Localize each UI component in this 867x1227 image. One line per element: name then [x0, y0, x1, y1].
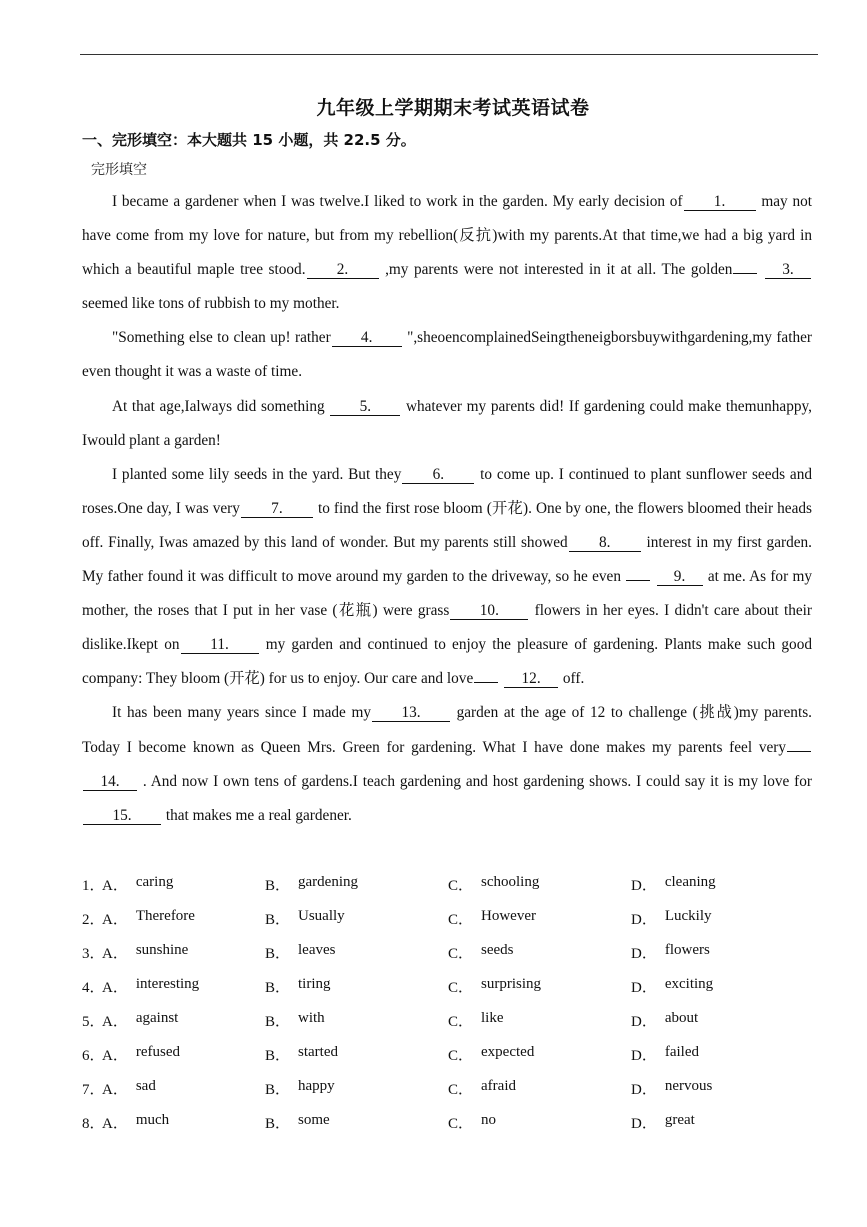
option-letter: A．: [102, 1116, 128, 1133]
option-letter: C．: [448, 877, 474, 894]
question-row: [82, 867, 822, 901]
option-letter: D．: [631, 1082, 657, 1099]
answer-option: [102, 908, 265, 929]
option-text: some: [298, 1112, 330, 1129]
option-text: happy: [298, 1078, 335, 1095]
header-rule: [80, 54, 818, 55]
option-letter: A．: [102, 945, 128, 962]
option-letter: C．: [448, 1082, 474, 1099]
answer-option: [102, 976, 265, 997]
passage-paragraph: [82, 185, 812, 321]
option-text: expected: [481, 1044, 535, 1061]
option-text: much: [135, 1112, 170, 1129]
option-text: gardening: [298, 873, 358, 890]
answer-blank: 7.: [241, 500, 313, 518]
passage-text: ,my parents were not interested in it at all. The golden: [379, 261, 733, 279]
option-letter: D．: [631, 945, 657, 962]
passage-text: . And now I own tens of gardens.I teach gardening and host gardening shows. I could say it is my love for: [138, 772, 812, 790]
option-text: schooling: [481, 873, 540, 890]
answer-option: [102, 942, 265, 963]
option-letter: B．: [265, 1082, 291, 1099]
option-letter: A．: [102, 877, 128, 894]
passage-text: At that age,Ialways did something: [112, 397, 330, 415]
section-heading: 一、完形填空：本大题共 15 小题，共 22.5 分。: [82, 131, 416, 149]
option-letter: D．: [631, 1048, 657, 1065]
option-letter: B．: [265, 1116, 291, 1133]
answer-option: [448, 874, 631, 895]
passage-text: may not have come from my love for nature, but from my rebellion(反抗)with my parents.At that time,we had a big yard in which a beautiful maple tree stood.: [82, 193, 812, 279]
option-letter: B．: [265, 877, 291, 894]
option-text: Therefore: [135, 907, 195, 924]
answer-option: [631, 1112, 781, 1133]
answer-option: [102, 1044, 265, 1065]
passage-text: interest in my first garden. My father found it was difficult to move around my garden to the driveway, so he even: [82, 533, 812, 586]
passage-text: flowers in her eyes. I didn't care about their dislike.Ikept on: [82, 602, 812, 654]
answer-option: [631, 908, 781, 929]
answer-blank: 5.: [330, 398, 400, 416]
answer-option: [631, 874, 781, 895]
option-letter: B．: [265, 1013, 291, 1030]
answer-option: [102, 874, 265, 895]
answer-option: [265, 1044, 448, 1065]
option-letter: D．: [631, 911, 657, 928]
option-letter: A．: [102, 911, 128, 928]
answer-option: [631, 1010, 781, 1031]
answer-option: [448, 942, 631, 963]
exam-title: 九年级上学期期末考试英语试卷: [316, 97, 590, 119]
option-letter: D．: [631, 1116, 657, 1133]
option-text: caring: [135, 873, 174, 890]
passage-text: garden at the age of 12 to challenge (挑战)my parents. Today I become known as Queen Mrs. Green for gardening. What I have done makes my parents feel very: [82, 704, 812, 756]
option-text: Usually: [298, 907, 345, 924]
option-letter: A．: [102, 1013, 128, 1030]
option-letter: C．: [448, 979, 474, 996]
passage-text: [651, 568, 655, 585]
question-row: [82, 1037, 822, 1071]
answer-blank: 9.: [657, 568, 703, 586]
question-row: [82, 1072, 822, 1106]
answer-option: [265, 942, 448, 963]
passage-text: at me. As for my mother, the roses that I put in her vase (花瓶) were grass: [82, 568, 812, 620]
option-letter: A．: [102, 1048, 128, 1065]
answer-blank: 2.: [307, 261, 379, 279]
answer-blank: 6.: [402, 466, 474, 484]
option-letter: B．: [265, 911, 291, 928]
passage-text: It has been many years since I made my: [112, 704, 371, 722]
answer-blank: 8.: [569, 534, 641, 552]
option-letter: B．: [265, 945, 291, 962]
passage-text: "Something else to clean up! rather: [112, 329, 331, 347]
question-number: 7．: [82, 1082, 105, 1099]
question-number: 4．: [82, 979, 105, 996]
answer-option: [631, 942, 781, 963]
option-letter: D．: [631, 979, 657, 996]
option-letter: C．: [448, 1048, 474, 1065]
passage-text: off.: [559, 670, 585, 688]
question-row: [82, 901, 822, 935]
passage-text: to come up. I continued to plant sunflower seeds and roses.One day, I was very: [82, 465, 812, 517]
option-text: seeds: [481, 941, 514, 958]
question-number: 5．: [82, 1013, 105, 1030]
option-letter: A．: [102, 1082, 128, 1099]
answer-option: [448, 1044, 631, 1065]
option-text: great: [664, 1112, 695, 1129]
answer-blank: [787, 751, 811, 752]
option-text: cleaning: [664, 873, 716, 890]
question-number: 8．: [82, 1116, 105, 1133]
option-text: interesting: [135, 975, 200, 992]
option-letter: B．: [265, 1048, 291, 1065]
passage-text: I planted some lily seeds in the yard. But they: [112, 465, 402, 483]
passage-text: [499, 670, 503, 687]
answer-option: [102, 1078, 265, 1099]
option-text: with: [298, 1009, 325, 1026]
answer-option: [631, 976, 781, 997]
passage-text: [758, 261, 764, 278]
option-text: Luckily: [664, 907, 712, 924]
option-letter: D．: [631, 877, 657, 894]
passage-paragraph: [82, 321, 812, 389]
option-text: flowers: [664, 941, 710, 958]
passage-paragraph: [82, 458, 812, 697]
passage-text: that makes me a real gardener.: [162, 806, 352, 824]
option-text: failed: [664, 1044, 699, 1061]
answer-options: [82, 867, 822, 1140]
answer-option: [265, 1112, 448, 1133]
option-text: like: [481, 1009, 504, 1026]
answer-blank: [733, 273, 757, 274]
passage-paragraph: [82, 696, 812, 832]
answer-option: [448, 1010, 631, 1031]
option-text: afraid: [481, 1078, 516, 1095]
answer-option: [102, 1010, 265, 1031]
section-subheading: 完形填空: [91, 162, 147, 178]
option-text: against: [135, 1009, 179, 1026]
answer-option: [448, 976, 631, 997]
question-row: [82, 969, 822, 1003]
question-row: [82, 1106, 822, 1140]
option-text: no: [481, 1112, 497, 1129]
answer-blank: 14.: [83, 773, 137, 791]
option-text: surprising: [481, 975, 542, 992]
option-letter: A．: [102, 979, 128, 996]
question-number: 1．: [82, 877, 105, 894]
answer-option: [265, 1078, 448, 1099]
answer-option: [631, 1078, 781, 1099]
answer-option: [102, 1112, 265, 1133]
question-number: 6．: [82, 1048, 105, 1065]
cloze-passage: [82, 185, 812, 833]
option-text: started: [298, 1044, 338, 1061]
answer-blank: 15.: [83, 807, 161, 825]
question-row: [82, 935, 822, 969]
answer-blank: 4.: [332, 329, 402, 347]
option-text: nervous: [664, 1078, 713, 1095]
answer-blank: 3.: [765, 261, 811, 279]
answer-option: [448, 1078, 631, 1099]
option-text: about: [664, 1009, 699, 1026]
option-text: exciting: [664, 975, 714, 992]
option-text: sad: [135, 1078, 156, 1095]
option-letter: C．: [448, 1013, 474, 1030]
option-text: tiring: [298, 975, 331, 992]
answer-blank: [474, 682, 498, 683]
answer-blank: 11.: [181, 636, 259, 654]
question-row: [82, 1003, 822, 1037]
passage-text: whatever my parents did! If gardening could make themunhappy, Iwould plant a garden!: [82, 397, 812, 449]
answer-option: [448, 908, 631, 929]
answer-blank: 13.: [372, 704, 450, 722]
question-number: 3．: [82, 945, 105, 962]
answer-blank: 12.: [504, 670, 558, 688]
passage-text: my garden and continued to enjoy the pleasure of gardening. Plants make such good company: They bloom (开花) for us to enjoy. Our care and love: [82, 636, 812, 688]
answer-option: [265, 1010, 448, 1031]
option-letter: D．: [631, 1013, 657, 1030]
passage-text: to find the first rose bloom (开花). One by one, the flowers bloomed their heads off. Finally, Iwas amazed by this land of wonder. But my parents still showed: [82, 499, 812, 551]
option-text: However: [481, 907, 536, 924]
answer-blank: 1.: [684, 193, 756, 211]
option-text: sunshine: [135, 941, 189, 958]
option-text: leaves: [298, 941, 336, 958]
passage-paragraph: [82, 390, 812, 458]
answer-blank: 10.: [450, 602, 528, 620]
option-letter: C．: [448, 911, 474, 928]
passage-text: I became a gardener when I was twelve.I liked to work in the garden. My early decision of: [112, 193, 683, 210]
option-letter: C．: [448, 945, 474, 962]
passage-text: seemed like tons of rubbish to my mother.: [82, 295, 340, 313]
answer-blank: [626, 580, 650, 581]
option-letter: C．: [448, 1116, 474, 1133]
option-letter: B．: [265, 979, 291, 996]
answer-option: [265, 874, 448, 895]
answer-option: [265, 908, 448, 929]
question-number: 2．: [82, 911, 105, 928]
option-text: refused: [135, 1044, 180, 1061]
answer-option: [265, 976, 448, 997]
passage-text: ",sheoencomplainedSeingtheneigborsbuywithgardening,my father even thought it was a waste of time.: [82, 329, 812, 381]
answer-option: [448, 1112, 631, 1133]
answer-option: [631, 1044, 781, 1065]
